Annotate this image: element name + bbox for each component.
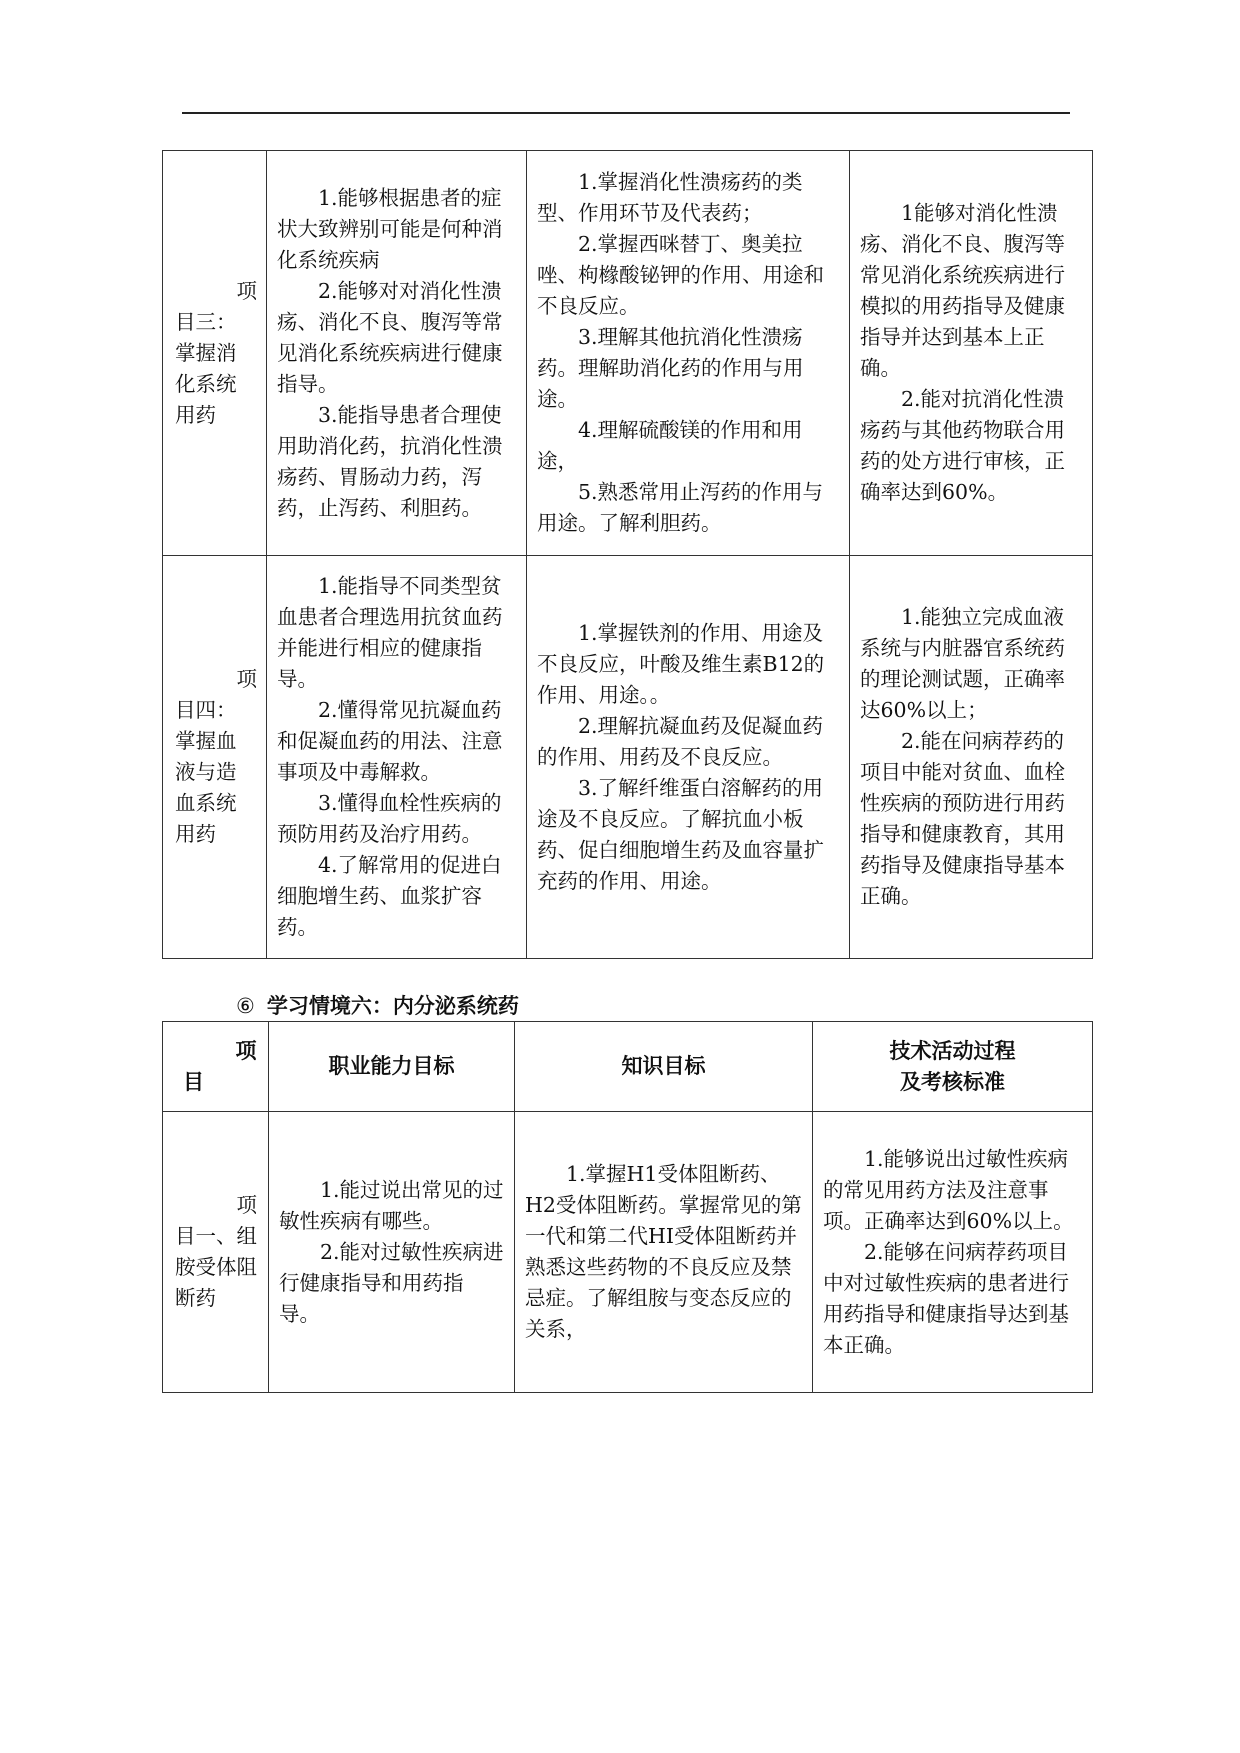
knowledge-item: 2.理解抗凝血药及促凝血药的作用、用药及不良反应。: [537, 713, 824, 769]
ability-item: 1.能够根据患者的症状大致辨别可能是何种消化系统疾病: [277, 185, 503, 272]
header-project: 项目: [163, 1022, 269, 1112]
knowledge-item: 3.理解其他抗消化性溃疡药。理解助消化药的作用与用途。: [537, 325, 804, 411]
knowledge-item: 2.掌握西咪替丁、奥美拉唑、枸橼酸铋钾的作用、用途和不良反应。: [537, 232, 824, 318]
project-cell: 项目三：掌握消化系统用药: [163, 151, 267, 556]
section-number: ⑥: [236, 994, 255, 1018]
table-row: [163, 151, 1093, 556]
header-standard-line1: 技术活动过程: [889, 1038, 1016, 1063]
table-header-row: [163, 1022, 1093, 1112]
standard-item: 2.能在问病荐药的项目中能对贫血、血栓性疾病的预防进行用药指导和健康教育，其用药指导及健康指导基本正确。: [860, 729, 1065, 908]
table-row: [163, 556, 1093, 959]
section-title: 学习情境六：内分泌系统药: [266, 994, 519, 1018]
ability-item: 1.能指导不同类型贫血患者合理选用抗贫血药并能进行相应的健康指导。: [277, 574, 503, 691]
standard-item: 1能够对消化性溃疡、消化不良、腹泻等常见消化系统疾病进行模拟的用药指导及健康指导并达到基本上正确。: [860, 201, 1065, 380]
ability-item: 3.能指导患者合理使用助消化药，抗消化性溃疡药、胃肠动力药，泻药，止泻药、利胆药。: [277, 402, 503, 520]
knowledge-item: 4.理解硫酸镁的作用和用途，: [537, 418, 803, 473]
knowledge-item: 3.了解纤维蛋白溶解药的用途及不良反应。了解抗血小板药、促白细胞增生药及血容量扩充药的作用、用途。: [537, 775, 824, 893]
ability-cell: [267, 151, 527, 556]
project-cell: 项目一、组胺受体阻断药: [163, 1112, 269, 1393]
section-heading: [236, 992, 519, 1020]
ability-item: 2.懂得常见抗凝血药和促凝血药的用法、注意事项及中毒解救。: [277, 698, 503, 784]
knowledge-cell: [527, 151, 850, 556]
ability-item: 2.能对过敏性疾病进行健康指导和用药指导。: [279, 1239, 504, 1326]
knowledge-item: 1.掌握H1受体阻断药、H2受体阻断药。掌握常见的第一代和第二代HI受体阻断药并熟悉这些药物的不良反应及禁忌症。了解组胺与变态反应的关系，: [525, 1162, 802, 1341]
knowledge-cell: [515, 1112, 813, 1393]
ability-item: 1.能过说出常见的过敏性疾病有哪些。: [279, 1177, 504, 1233]
header-knowledge: 知识目标: [515, 1022, 813, 1112]
table-endocrine: [162, 1021, 1093, 1393]
standard-item: 2.能够在问病荐药项目中对过敏性疾病的患者进行用药指导和健康指导达到基本正确。: [823, 1239, 1069, 1357]
project-cell: 项目四：掌握血液与造血系统用药: [163, 556, 267, 959]
knowledge-item: 1.掌握铁剂的作用、用途及不良反应，叶酸及维生素B12的作用、用途。。: [537, 620, 825, 707]
standard-cell: [850, 151, 1093, 556]
knowledge-cell: [527, 556, 850, 959]
standard-cell: [813, 1112, 1093, 1393]
table-row: [163, 1112, 1093, 1393]
ability-cell: [267, 556, 527, 959]
ability-item: 2.能够对对消化性溃疡、消化不良、腹泻等常见消化系统疾病进行健康指导。: [277, 278, 503, 396]
header-standard: [813, 1022, 1093, 1112]
knowledge-item: 1.掌握消化性溃疡药的类型、作用环节及代表药；: [537, 170, 803, 225]
knowledge-item: 5.熟悉常用止泻药的作用与用途。了解利胆药。: [537, 480, 824, 535]
header-ability: 职业能力目标: [269, 1022, 515, 1112]
table-digestive-blood: [162, 150, 1093, 959]
header-standard-line2: 及考核标准: [900, 1069, 1005, 1094]
ability-item: 4.了解常用的促进白细胞增生药、血浆扩容药。: [277, 853, 502, 939]
standard-item: 2.能对抗消化性溃疡药与其他药物联合用药的处方进行审核，正确率达到60%。: [860, 387, 1065, 504]
standard-item: 1.能独立完成血液系统与内脏器官系统药的理论测试题，正确率达60%以上；: [860, 605, 1065, 722]
header-rule: [182, 112, 1070, 114]
ability-cell: [269, 1112, 515, 1393]
ability-item: 3.懂得血栓性疾病的预防用药及治疗用药。: [277, 791, 502, 846]
standard-cell: [850, 556, 1093, 959]
standard-item: 1.能够说出过敏性疾病的常见用药方法及注意事项。正确率达到60%以上。: [823, 1146, 1074, 1233]
